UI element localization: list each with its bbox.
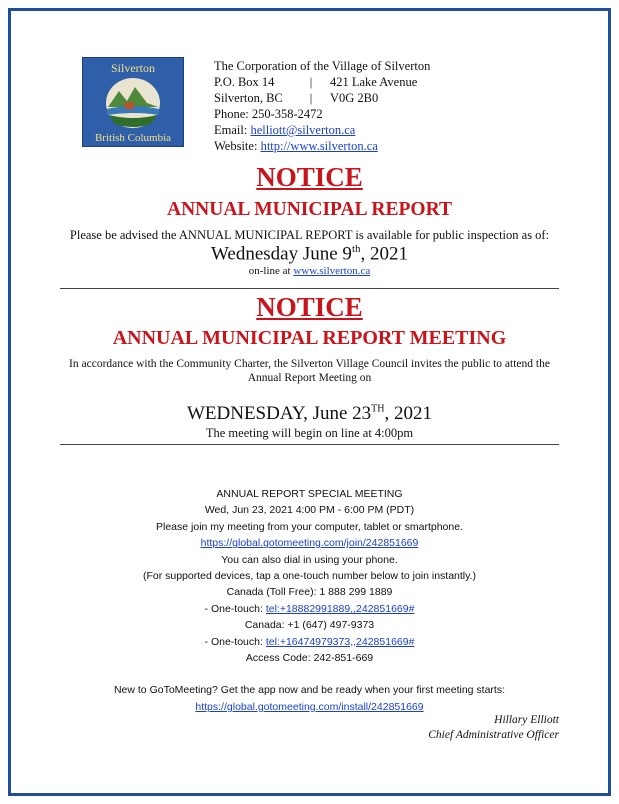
phone: Phone: 250-358-2472 <box>214 107 323 121</box>
website-link[interactable]: http://www.silverton.ca <box>260 139 378 153</box>
online-link[interactable]: www.silverton.ca <box>293 265 371 277</box>
signature-block <box>428 713 559 743</box>
website-row: Website: http://www.silverton.ca <box>214 139 378 153</box>
onetouch-row-1: - One-touch: tel:+18882991889,,242851669# <box>204 602 415 615</box>
annual-report-heading: ANNUAL MUNICIPAL REPORT <box>167 199 452 220</box>
devices-text: (For supported devices, tap a one-touch number below to join instantly.) <box>142 570 477 583</box>
po-box-row: P.O. Box 14 | 421 Lake Avenue <box>214 75 418 89</box>
address-block <box>214 58 430 154</box>
divider-1 <box>60 288 559 289</box>
email-row: Email: helliott@silverton.ca <box>214 123 356 137</box>
meeting-date: WEDNESDAY, June 23TH, 2021 <box>186 403 433 424</box>
availability-date: Wednesday June 9th, 2021 <box>211 243 408 265</box>
online-line: on-line at www.silverton.ca <box>248 265 371 277</box>
logo-top-text: Silverton <box>111 61 155 75</box>
meeting-heading: ANNUAL MUNICIPAL REPORT MEETING <box>112 327 507 349</box>
notice-heading-2: NOTICE <box>256 292 363 322</box>
onetouch-link-1[interactable]: tel:+18882991889,,242851669# <box>265 602 415 615</box>
meeting-title: ANNUAL REPORT SPECIAL MEETING <box>216 488 403 500</box>
city-row: Silverton, BC | V0G 2B0 <box>214 91 379 105</box>
access-code: Access Code: 242-851-669 <box>245 652 374 665</box>
divider-2 <box>60 444 559 445</box>
landscape-icon <box>105 77 161 129</box>
meeting-start-time: The meeting will begin on line at 4:00pm <box>205 426 414 440</box>
availability-text: Please be advised the ANNUAL MUNICIPAL REPORT is available for public inspection as of: <box>69 228 550 242</box>
onetouch-row-2: - One-touch: tel:+16474979373,,242851669# <box>204 635 415 648</box>
meeting-time: Wed, Jun 23, 2021 4:00 PM - 6:00 PM (PDT) <box>204 504 415 517</box>
invitation-text: In accordance with the Community Charter, the Silverton Village Council invites the public to attend the Annual Report Meeting on <box>69 358 550 384</box>
email-link[interactable]: helliott@silverton.ca <box>250 123 356 137</box>
dial-text: You can also dial in using your phone. <box>221 553 398 566</box>
signer-name: Hillary Elliott <box>494 714 559 726</box>
village-logo <box>82 57 184 147</box>
join-link[interactable]: https://global.gotomeeting.com/join/242851669 <box>200 537 419 550</box>
join-text: Please join my meeting from your computer, tablet or smartphone. <box>156 520 463 533</box>
new-user-text: New to GoToMeeting? Get the app now and be ready when your first meeting starts: <box>113 684 506 697</box>
install-link[interactable]: https://global.gotomeeting.com/install/242851669 <box>195 700 424 713</box>
canada-toll-free: Canada (Toll Free): 1 888 299 1889 <box>226 586 393 599</box>
onetouch-link-2[interactable]: tel:+16474979373,,242851669# <box>265 635 415 648</box>
signer-title: Chief Administrative Officer <box>428 729 559 741</box>
logo-bottom-text: British Columbia <box>94 132 172 144</box>
meeting-details <box>20 486 599 715</box>
notice-heading-1: NOTICE <box>256 162 363 192</box>
org-name: The Corporation of the Village of Silverton <box>214 59 431 73</box>
canada-local: Canada: +1 (647) 497-9373 <box>244 619 375 632</box>
